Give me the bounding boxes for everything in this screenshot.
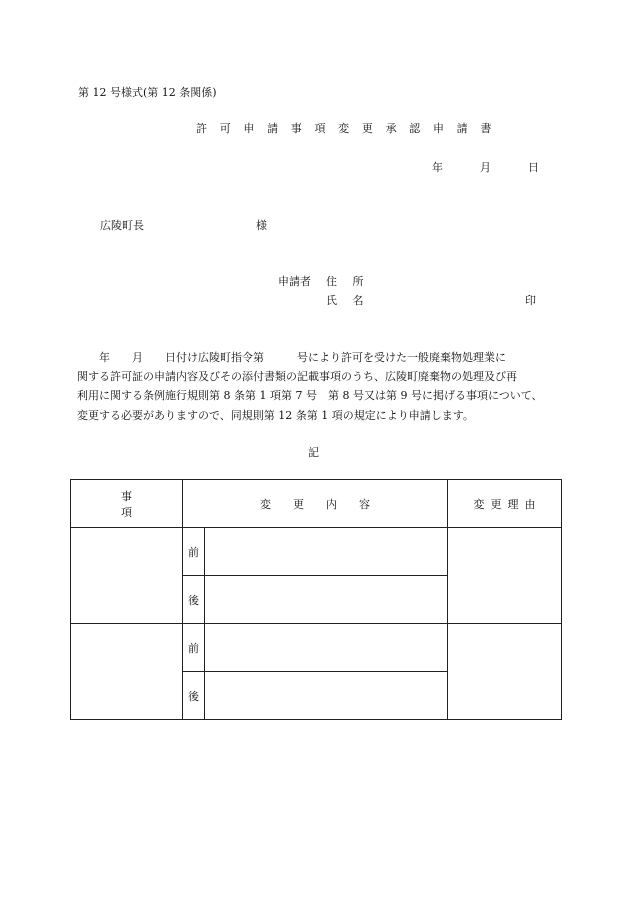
after-label: 後 bbox=[183, 672, 205, 720]
body-line: 関する許可証の申請内容及びその添付書類の記載事項のうち、広陵町廃棄物の処理及び再 bbox=[77, 370, 517, 384]
addressee-name: 広陵町長 bbox=[100, 219, 144, 232]
reason-cell[interactable] bbox=[448, 624, 562, 720]
after-label: 後 bbox=[183, 576, 205, 624]
form-number: 第 12 号様式(第 12 条関係) bbox=[78, 86, 217, 99]
after-content-cell[interactable] bbox=[205, 672, 448, 720]
note-heading: 記 bbox=[308, 446, 319, 459]
item-cell[interactable] bbox=[71, 528, 183, 624]
seal-mark: 印 bbox=[525, 294, 536, 307]
body-line: 変更する必要がありますので、同規則第 12 条第 1 項の規定により申請します。 bbox=[77, 408, 474, 422]
table-header-row bbox=[71, 480, 562, 528]
before-label: 前 bbox=[183, 528, 205, 576]
before-content-cell[interactable] bbox=[205, 624, 448, 672]
date-day-label: 日 bbox=[528, 161, 539, 174]
change-table bbox=[70, 479, 562, 720]
after-content-cell[interactable] bbox=[205, 576, 448, 624]
before-content-cell[interactable] bbox=[205, 528, 448, 576]
date-month-label: 月 bbox=[480, 161, 491, 174]
reason-cell[interactable] bbox=[448, 528, 562, 624]
name-label: 氏 名 bbox=[326, 294, 370, 307]
addressee-honorific: 様 bbox=[256, 219, 267, 232]
table-row bbox=[71, 528, 562, 576]
table-row bbox=[71, 624, 562, 672]
header-reason: 変更理由 bbox=[448, 480, 562, 528]
date-year-label: 年 bbox=[432, 161, 443, 174]
header-item: 事項 bbox=[71, 480, 183, 528]
body-line: 利用に関する条例施行規則第 8 条第 1 項第 7 号 第 8 号又は第 9 号に掲げる事項について、 bbox=[77, 389, 543, 403]
header-content: 変更内容 bbox=[183, 480, 448, 528]
before-label: 前 bbox=[183, 624, 205, 672]
item-cell[interactable] bbox=[71, 624, 183, 720]
address-label: 住 所 bbox=[326, 275, 370, 288]
body-line: 年 月 日付け広陵町指令第 号により許可を受けた一般廃棄物処理業に bbox=[77, 351, 506, 364]
document-title: 許 可 申 請 事 項 変 更 承 認 申 請 書 bbox=[196, 122, 496, 135]
application-body bbox=[77, 348, 557, 425]
applicant-label: 申請者 bbox=[278, 275, 311, 288]
